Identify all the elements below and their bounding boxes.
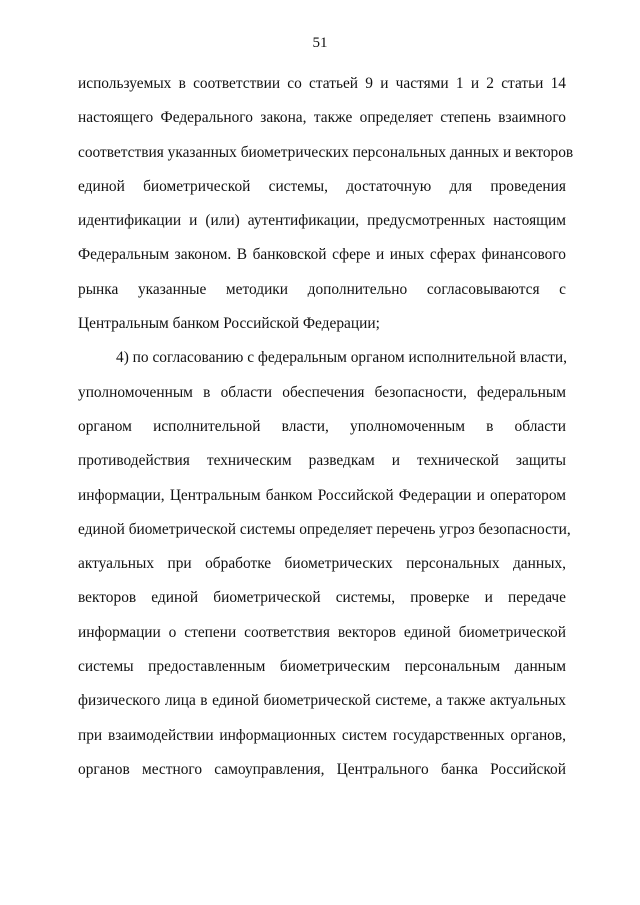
text-line: единой биометрической системы определяет перечень угроз безопасности,: [78, 520, 571, 538]
text-line: рынка указанные методики дополнительно согласовываются с: [78, 280, 566, 298]
text-line: при взаимодействии информационных систем государственных органов,: [78, 726, 566, 744]
text-line: информации, Центральным банком Российской Федерации и оператором: [78, 486, 566, 504]
page-number: 51: [312, 35, 328, 51]
text-line: настоящего Федерального закона, также определяет степень взаимного: [78, 109, 566, 127]
text-line: векторов единой биометрической системы, проверке и передаче: [78, 589, 566, 607]
text-line: актуальных при обработке биометрических персональных данных,: [78, 555, 566, 573]
text-line: физического лица в единой биометрической системе, а также актуальных: [78, 692, 566, 710]
text-line: Центральным банком Российской Федерации;: [78, 315, 380, 333]
text-line: используемых в соответствии со статьей 9 и частями 1 и 2 статьи 14: [78, 75, 566, 92]
text-line: 4) по согласованию с федеральным органом исполнительной власти,: [116, 349, 567, 367]
text-line: Федеральным законом. В банковской сфере и иных сферах финансового: [78, 246, 566, 264]
text-line: информации о степени соответствия векторов единой биометрической: [78, 623, 566, 641]
text-line: противодействия техническим разведкам и технической защиты: [78, 452, 566, 470]
text-line: системы предоставленным биометрическим персональным данным: [78, 658, 566, 676]
text-line: органов местного самоуправления, Центрального банка Российской: [78, 760, 566, 778]
text-line: единой биометрической системы, достаточную для проведения: [78, 177, 566, 195]
text-line: идентификации и (или) аутентификации, предусмотренных настоящим: [78, 212, 566, 230]
text-line: уполномоченным в области обеспечения безопасности, федеральным: [78, 383, 566, 401]
document-body: [78, 73, 574, 793]
text-line: органом исполнительной власти, уполномоченным в области: [78, 417, 566, 435]
text-line: соответствия указанных биометрических персональных данных и векторов: [78, 143, 574, 161]
